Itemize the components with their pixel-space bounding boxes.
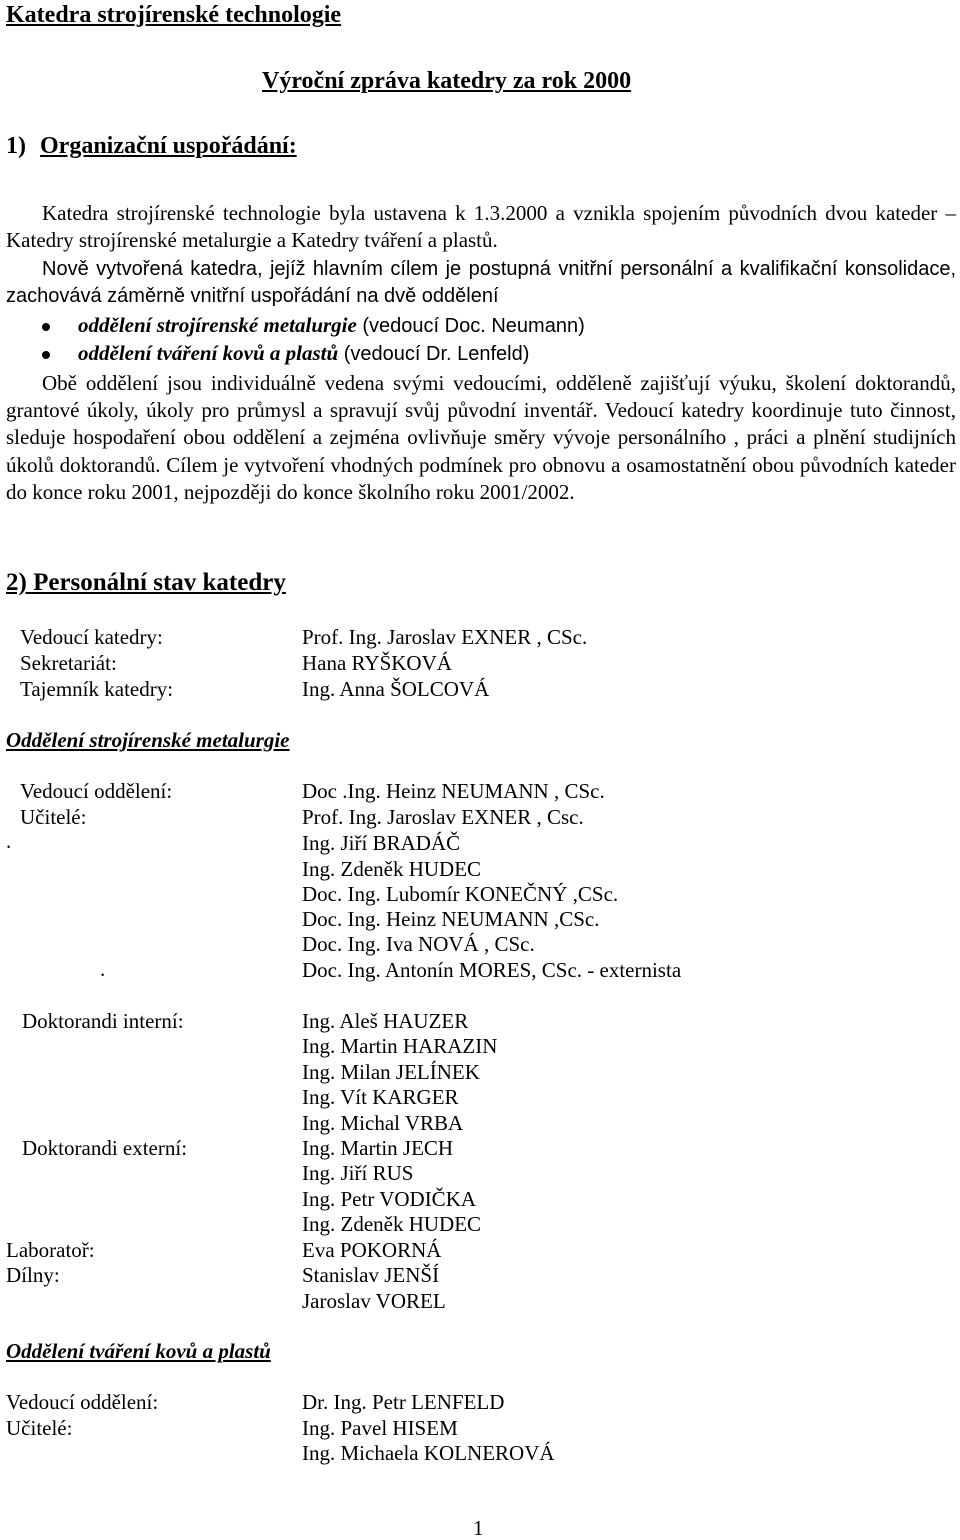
bullet-icon xyxy=(42,323,50,331)
staff-name: Prof. Ing. Jaroslav EXNER , CSc. xyxy=(302,625,588,649)
dept-head-name: Dr. Ing. Petr LENFELD xyxy=(302,1390,505,1414)
external-doctoral-label: Doktorandi externí: xyxy=(22,1136,188,1160)
lab-name: Eva POKORNÁ xyxy=(302,1238,442,1262)
teacher-name: Doc. Ing. Antonín MORES, CSc. - externista xyxy=(302,958,682,982)
departments-paragraph: Obě oddělení jsou individuálně vedena svými vedoucími, odděleně zajišťují výuku, školení doktorandů, grantové úkoly, úkoly pro průmysl a spravují svůj původní inventář. Vedoucí katedry koordinuje tuto činnost, sleduje hospodaření obou oddělení a zejména ovlivňuje směry vývoje personálního , práci a plnění studijních úkolů doktorandů. Cílem je vytvoření vhodných podmínek pro obnovu a osamostatnění obou původních kateder do konce roku 2001, nejpozději do konce školního roku 2001/2002. xyxy=(6,371,956,504)
bullet-dept-head: (vedoucí Doc. Neumann) xyxy=(356,315,585,337)
staff-role: Vedoucí katedry: xyxy=(20,625,163,649)
dept-tvareni-heading: Oddělení tváření kovů a plastů xyxy=(6,1339,271,1363)
internal-doctoral-label: Doktorandi interní: xyxy=(22,1009,184,1033)
staff-role: Sekretariát: xyxy=(20,651,117,675)
teacher-name: Doc. Ing. Heinz NEUMANN ,CSc. xyxy=(302,907,600,931)
department-title: Katedra strojírenské technologie xyxy=(6,2,342,28)
dept-head-name: Doc .Ing. Heinz NEUMANN , CSc. xyxy=(302,779,605,803)
doctoral-name: Ing. Jiří RUS xyxy=(302,1161,414,1185)
bullet-dept-name: oddělení tváření kovů a plastů xyxy=(78,341,339,365)
stray-dot: . xyxy=(6,829,12,853)
doctoral-name: Ing. Zdeněk HUDEC xyxy=(302,1212,482,1236)
bullet-dept-head: (vedoucí Dr. Lenfeld) xyxy=(338,343,530,365)
section2-heading: 2) Personální stav katedry xyxy=(6,569,286,596)
teacher-name: Doc. Ing. Lubomír KONEČNÝ ,CSc. xyxy=(302,882,619,906)
bullet-item-metalurgie xyxy=(78,313,585,338)
doctoral-name: Ing. Martin JECH xyxy=(302,1136,454,1160)
workshop-name: Jaroslav VOREL xyxy=(302,1289,446,1313)
intro-paragraph: Katedra strojírenské technologie byla ustavena k 1.3.2000 a vznikla spojením původních dvou kateder – Katedry strojírenské metalurgie a Katedry tváření a plastů. xyxy=(6,201,956,253)
teacher-name: Ing. Pavel HISEM xyxy=(302,1416,458,1440)
dept-metalurgie-heading: Oddělení strojírenské metalurgie xyxy=(6,728,290,752)
teacher-name: Ing. Michaela KOLNEROVÁ xyxy=(302,1441,555,1465)
section1-heading xyxy=(6,133,297,161)
organization-paragraph: Nově vytvořená katedra, jejíž hlavním cílem je postupná vnitřní personální a kvalifikační konsolidace, zachovává záměrně vnitřní uspořádání na dvě oddělení xyxy=(6,258,956,308)
bullet-dept-name: oddělení strojírenské metalurgie xyxy=(78,313,357,337)
doctoral-name: Ing. Vít KARGER xyxy=(302,1085,459,1109)
staff-name: Hana RYŠKOVÁ xyxy=(302,651,452,675)
doctoral-name: Ing. Aleš HAUZER xyxy=(302,1009,469,1033)
section1-number: 1) xyxy=(6,133,26,159)
report-title: Výroční zpráva katedry za rok 2000 xyxy=(262,68,632,94)
section1-title: Organizační uspořádání: xyxy=(40,133,297,159)
dept-head-label: Vedoucí oddělení: xyxy=(6,1390,159,1414)
lab-label: Laboratoř: xyxy=(6,1238,95,1262)
doctoral-name: Ing. Michal VRBA xyxy=(302,1111,464,1135)
doctoral-name: Ing. Petr VODIČKA xyxy=(302,1187,477,1211)
stray-dot: . xyxy=(100,957,106,981)
page-number: 1 xyxy=(473,1516,484,1540)
bullet-item-tvareni xyxy=(78,341,529,366)
teacher-name: Ing. Jiří BRADÁČ xyxy=(302,831,461,855)
doctoral-name: Ing. Martin HARAZIN xyxy=(302,1034,498,1058)
workshop-label: Dílny: xyxy=(6,1263,60,1287)
bullet-icon xyxy=(42,351,50,359)
staff-role: Tajemník katedry: xyxy=(20,677,174,701)
teacher-name: Ing. Zdeněk HUDEC xyxy=(302,857,482,881)
teacher-name: Doc. Ing. Iva NOVÁ , CSc. xyxy=(302,932,535,956)
teachers-label: Učitelé: xyxy=(20,805,87,829)
staff-name: Ing. Anna ŠOLCOVÁ xyxy=(302,677,490,701)
workshop-name: Stanislav JENŠÍ xyxy=(302,1263,440,1287)
dept-head-label: Vedoucí oddělení: xyxy=(20,779,173,803)
teacher-name: Prof. Ing. Jaroslav EXNER , Csc. xyxy=(302,805,584,829)
doctoral-name: Ing. Milan JELÍNEK xyxy=(302,1060,480,1084)
teachers-label: Učitelé: xyxy=(6,1416,73,1440)
